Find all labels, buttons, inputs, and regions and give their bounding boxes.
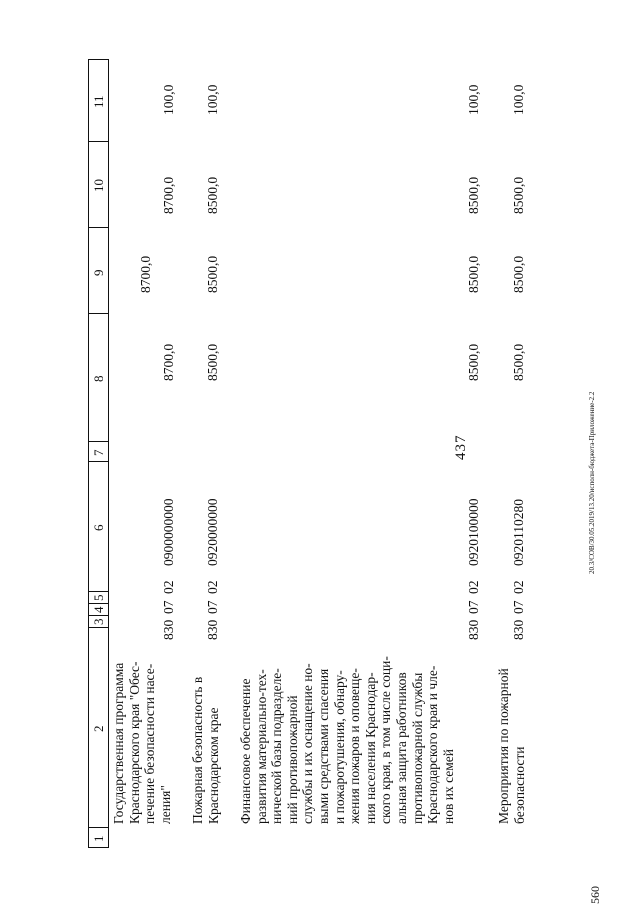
row-1-value-8: 8700,0 [161, 343, 176, 381]
col-divider-2 [88, 627, 108, 628]
col-divider-8 [88, 313, 108, 314]
row-2-code-830: 830 [205, 619, 220, 640]
table-top-border [88, 59, 89, 848]
page-number: 437 [453, 434, 469, 460]
row-2-value-10: 8500,0 [205, 176, 220, 214]
col-divider-6 [88, 461, 108, 462]
row-4-name: Мероприятия по пожарной безопасности [496, 668, 527, 824]
row-3-value-11: 100,0 [466, 84, 481, 115]
row-1-name: Государственная программа Краснодарского края "Обес- печение безопасности насе- ления" [111, 661, 173, 824]
row-4-value-9: 8500,0 [511, 255, 526, 293]
row-4-value-10: 8500,0 [511, 176, 526, 214]
row-1-value-10: 8700,0 [161, 176, 176, 214]
row-1-section: 07 [161, 600, 176, 614]
col-divider-9 [88, 227, 108, 228]
row-3-value-8: 8500,0 [466, 343, 481, 381]
table-left-border [88, 847, 108, 848]
column-header-8: 8 [91, 375, 106, 382]
row-1-subsection: 02 [161, 580, 176, 594]
column-header-10: 10 [91, 179, 106, 192]
row-4-value-11: 100,0 [511, 84, 526, 115]
row-3-code-830: 830 [466, 619, 481, 640]
row-3-value-9: 8500,0 [466, 255, 481, 293]
row-3-value-10: 8500,0 [466, 176, 481, 214]
table-right-border [88, 59, 108, 60]
col-divider-5 [88, 591, 108, 592]
col-divider-10 [88, 141, 108, 142]
row-4-subsection: 02 [511, 580, 526, 594]
row-4-value-8: 8500,0 [511, 343, 526, 381]
column-header-6: 6 [91, 524, 106, 531]
column-header-2: 2 [91, 725, 106, 732]
row-2-name: Пожарная безопасность в Краснодарском крае [190, 676, 221, 824]
footer-file-path: 20.3/СОВ/30.05.2019/13.20/исполн-бюджета-Приложение-2.2 [588, 391, 596, 574]
row-1-value-11: 100,0 [161, 84, 176, 115]
row-1-value-9: 8700,0 [138, 255, 153, 293]
table-header-bottom-border [108, 59, 109, 848]
column-header-5: 5 [91, 594, 106, 601]
row-4-target-article: 0920110280 [511, 499, 526, 566]
row-2-value-8: 8500,0 [205, 343, 220, 381]
column-header-4: 4 [91, 606, 106, 613]
column-header-1: 1 [91, 835, 106, 842]
row-2-target-article: 0920000000 [205, 498, 220, 566]
row-1-target-article: 0900000000 [161, 498, 176, 566]
col-divider-3 [88, 615, 108, 616]
col-divider-1 [88, 827, 108, 828]
row-4-section: 07 [511, 600, 526, 614]
column-header-9: 9 [91, 269, 106, 276]
row-2-value-9: 8500,0 [205, 255, 220, 293]
corner-page-number: 560 [588, 886, 602, 904]
row-2-value-11: 100,0 [205, 84, 220, 115]
row-3-target-article: 0920100000 [466, 498, 481, 566]
column-header-11: 11 [91, 95, 106, 108]
row-3-name: Финансовое обеспечение развития материально-тех- нической базы подразделе- ний противопожарной службы и их оснащение но- выми средствами спасения и пожаротушения, обнару- жения пожаров и оповеще- ния населения Краснодар- ского края, в том числе соци- альная защита работников противопожарной службы Краснодарского края и чле- нов их семей [238, 656, 456, 824]
row-2-section: 07 [205, 600, 220, 614]
row-1-code-830: 830 [161, 619, 176, 640]
col-divider-7 [88, 441, 108, 442]
row-3-subsection: 02 [466, 580, 481, 594]
row-4-code-830: 830 [511, 619, 526, 640]
column-header-3: 3 [91, 618, 106, 625]
row-3-section: 07 [466, 600, 481, 614]
column-header-7: 7 [91, 449, 106, 456]
col-divider-4 [88, 603, 108, 604]
row-2-subsection: 02 [205, 580, 220, 594]
